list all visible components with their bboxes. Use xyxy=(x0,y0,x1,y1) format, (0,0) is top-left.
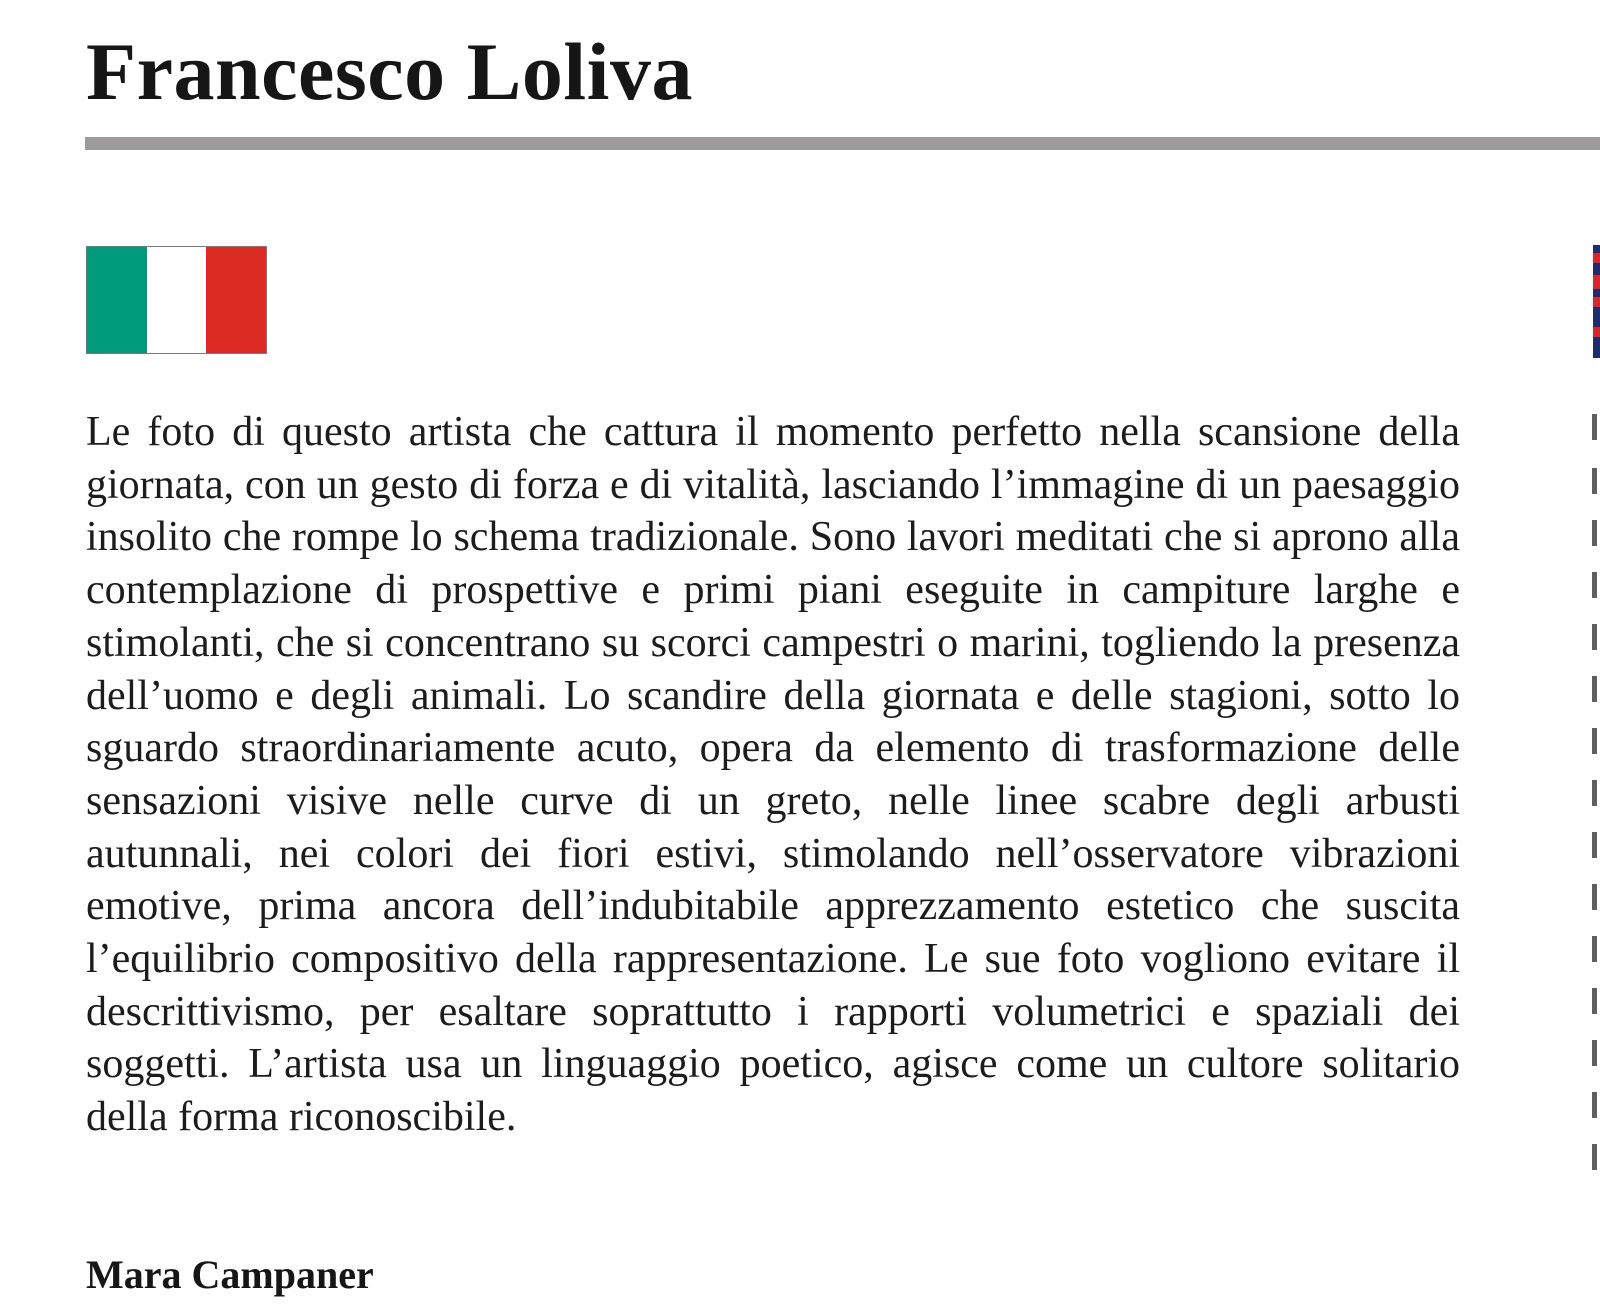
flag-red-band xyxy=(206,247,266,353)
title-divider xyxy=(85,137,1600,150)
author-signature: Mara Campaner xyxy=(86,1252,374,1297)
english-flag-icon xyxy=(1593,245,1600,358)
artist-description: Le foto di questo artista che cattura il momento perfetto nella scansione della giornata, con un gesto di forza e di vitalità, lasciando l’immagine di un paesaggio insolito che rompe lo schema tradizionale. Sono lavori meditati che si aprono alla contemplazione di prospettive e primi piani eseguite in campiture larghe e stimolanti, che si concentrano su scorci campestri o marini, togliendo la presenza dell’uomo e degli animali. Lo scandire della giornata e delle stagioni, sotto lo sguardo straordinariamente acuto, opera da elemento di trasformazione delle sensazioni visive nelle curve di un greto, nelle linee scabre degli arbusti autunnali, nei colori dei fiori estivi, stimolando nell’osservatore vibrazioni emotive, prima ancora dell’indubitabile apprezzamento estetico che suscita l’equilibrio compositivo della rappresentazione. Le sue foto vogliono evitare il descrittivismo, per esaltare soprattutto i rapporti volumetrici e spaziali dei soggetti. L’artista usa un linguaggio poetico, agisce come un cultore solitario della forma riconoscibile. xyxy=(86,409,1460,1141)
page-title: Francesco Loliva xyxy=(86,26,693,117)
italian-flag-icon xyxy=(86,246,267,354)
adjacent-column-edge xyxy=(1590,406,1600,1286)
flag-green-band xyxy=(87,247,147,353)
flag-white-band xyxy=(147,247,207,353)
